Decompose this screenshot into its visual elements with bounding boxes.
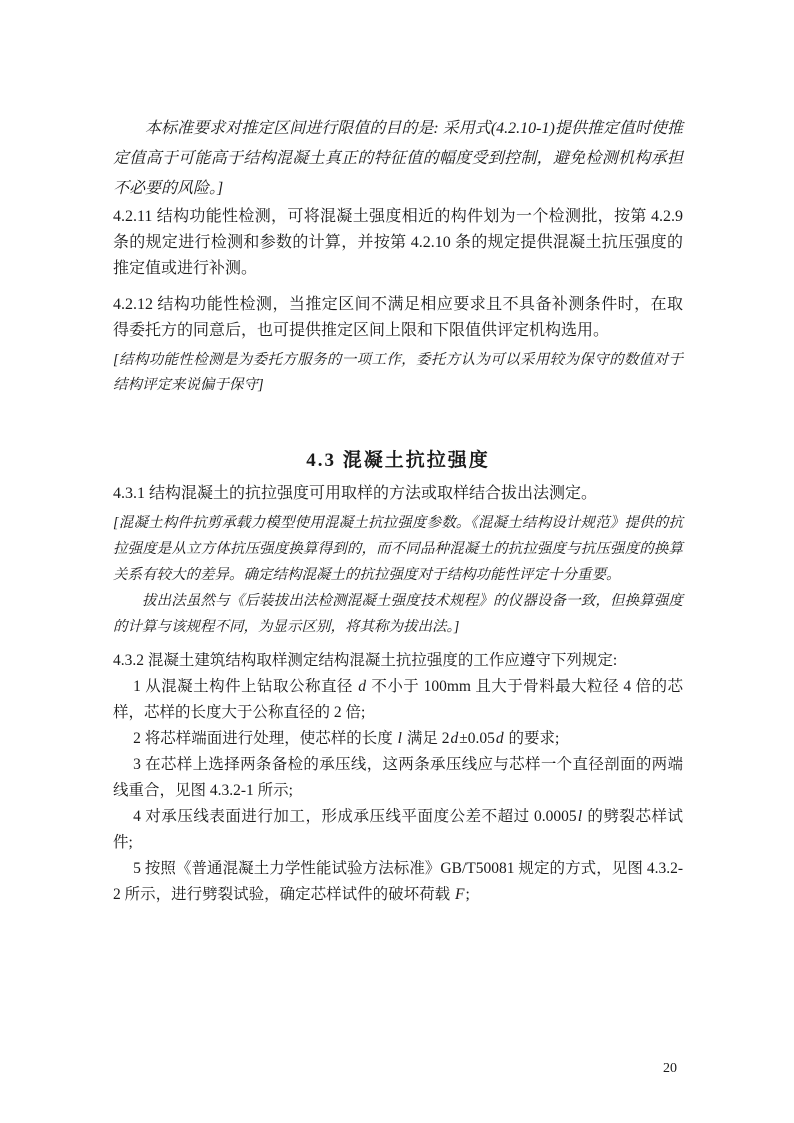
variable-l: l xyxy=(397,730,402,747)
note-continuation-paragraph: 本标准要求对推定区间进行限值的目的是: 采用式(4.2.10-1)提供推定值时使推定值高于可能高于结构混凝土真正的特征值的幅度受到控制，避免检测机构承担不必要的风险。] xyxy=(113,120,683,197)
list-item-4-text: 4 对承压线表面进行加工，形成承压线平面度公差不超过 0.0005 xyxy=(133,808,577,825)
page-content xyxy=(113,114,683,908)
list-item-1-text: 不小于 100mm 且大于骨料最大粒径 4 倍的芯样，芯样的长度大于公称直径的 2 倍; xyxy=(113,678,683,721)
variable-l: l xyxy=(577,808,582,825)
clause-4-3-1-paragraph: 4.3.1 结构混凝土的抗拉强度可用取样的方法或取样结合拔出法测定。 xyxy=(113,485,598,502)
clause-4-3-2-paragraph: 4.3.2 混凝土建筑结构取样测定结构混凝土抗拉强度的工作应遵守下列规定: xyxy=(113,652,618,669)
variable-d: d xyxy=(358,678,366,695)
list-item-2-text: 的要求; xyxy=(504,730,560,747)
variable-d: d xyxy=(450,730,459,747)
page-number: 20 xyxy=(663,1061,677,1076)
list-item-3 xyxy=(113,752,683,804)
clause-4-2-12-paragraph: 4.2.12 结构功能性检测，当推定区间不满足相应要求且不具备补测条件时，在取得委托方的同意后，也可提供推定区间上限和下限值供评定机构选用。 xyxy=(113,296,683,339)
list-item-1-text: 1 从混凝土构件上钻取公称直径 xyxy=(133,678,358,695)
list-item-5 xyxy=(113,856,683,908)
list-item-2-text: 满足 2 xyxy=(402,730,450,747)
note-4-3-1-paragraph-2: 拔出法虽然与《后装拔出法检测混凝土强度技术规程》的仪器设备一致，但换算强度的计算与该规程不同，为显示区别，将其称为拔出法。] xyxy=(113,593,683,635)
list-item-2-text: 2 将芯样端面进行处理，使芯样的长度 xyxy=(133,730,397,747)
note-4-2-12-paragraph: [结构功能性检测是为委托方服务的一项工作，委托方认为可以采用较为保守的数值对于结构评定来说偏于保守] xyxy=(113,352,683,393)
clause-4-3-2-list xyxy=(113,674,683,908)
variable-F: F xyxy=(455,886,465,903)
variable-d: d xyxy=(495,730,504,747)
list-item-1 xyxy=(113,674,683,726)
list-item-5-text: ; xyxy=(465,886,470,903)
list-item-2 xyxy=(113,726,683,752)
list-item-2-text: ±0.05 xyxy=(459,730,495,747)
note-4-3-1-paragraph-1: [混凝土构件抗剪承载力模型使用混凝土抗拉强度参数。《混凝土结构设计规范》提供的抗拉强度是从立方体抗压强度换算得到的，而不同品种混凝土的抗拉强度与抗压强度的换算关系有较大的差异。确定结构混凝土的抗拉强度对于结构功能性评定十分重要。 xyxy=(113,515,683,583)
clause-4-2-11-paragraph: 4.2.11 结构功能性检测，可将混凝土强度相近的构件划为一个检测批，按第 4.2.9 条的规定进行检测和参数的计算，并按第 4.2.10 条的规定提供混凝土抗压强度的推定值或进行补测。 xyxy=(113,208,683,277)
list-item-4-text: 的劈裂芯样试件; xyxy=(113,808,683,851)
list-item-3-text: 3 在芯样上选择两条备检的承压线，这两条承压线应与芯样一个直径剖面的两端线重合，见图 4.3.2-1 所示; xyxy=(113,756,683,799)
section-4-3-heading: 4.3 混凝土抗拉强度 xyxy=(306,450,490,471)
list-item-4 xyxy=(113,804,683,856)
list-item-5-text: 5 按照《普通混凝土力学性能试验方法标准》GB/T50081 规定的方式，见图 4.3.2-2 所示，进行劈裂试验，确定芯样试件的破坏荷载 xyxy=(113,860,683,903)
